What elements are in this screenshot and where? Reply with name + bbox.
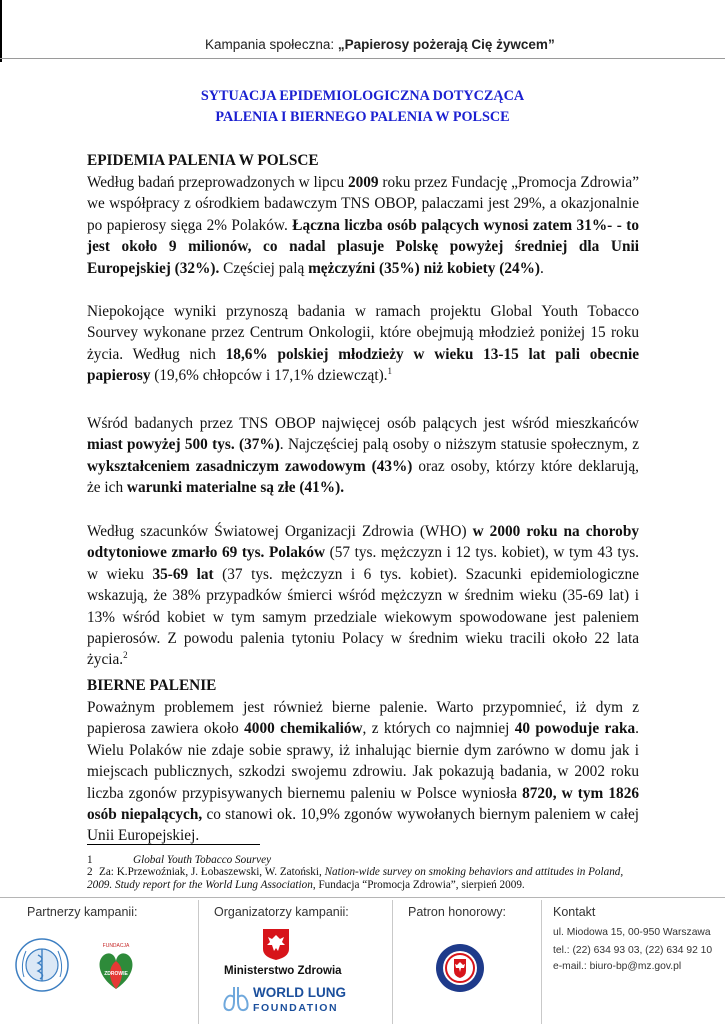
document-title-line2: PALENIA I BIERNEGO PALENIA W POLSCE — [215, 109, 510, 125]
paragraph-tns-obop: Wśród badanych przez TNS OBOP najwięcej osób palących jest wśród mieszkańców miast powyżej 500 tys. (37%). Najczęściej palą osoby o niższym statusie społecznym, z wykształceniem zasadniczym zawodowym (43%) oraz osoby, którzy które deklarują, że ich warunki materialne są złe (41%). — [87, 415, 639, 497]
footnote-divider — [87, 844, 260, 845]
svg-text:FUNDACJA: FUNDACJA — [102, 943, 130, 949]
partners-label: Partnerzy kampanii: — [27, 905, 138, 919]
footer-column-divider — [541, 900, 542, 1024]
campaign-footer — [0, 897, 725, 1024]
campaign-header — [205, 37, 555, 52]
lungs-icon — [222, 983, 250, 1013]
footer-column-divider — [392, 900, 393, 1024]
svg-text:ZDROWIE: ZDROWIE — [104, 971, 128, 977]
who-poland-logo — [14, 937, 70, 993]
footnote-2: 2 Za: K.Przewoźniak, J. Łobaszewski, W. Zatoński, Nation-wide survey on smoking behaviors and attitudes in Poland, 2009. Study report for the World Lung Association, Fundacja “Promocja Zdrowia”, sierpień 2009. — [87, 866, 624, 892]
paragraph-passive-smoking: Poważnym problemem jest również bierne palenie. Warto przypomnieć, iż dym z papierosa zawiera około 4000 chemikaliów, z których co najmniej 40 powoduje raka. Wielu Polaków nie zdaje sobie sprawy, iż inhalując biernie dym zarówno w domu jak i miejscach publicznych, szkodzi swojemu zdrowiu. Jak pokazują badania, w 2002 roku liczba zgonów przypisywanych biernemu paleniu w Polsce wyniosła 8720, w tym 1826 osób niepalących, co stanowi ok. 10,9% zgonów wywołanych biernym paleniem w całej Unii Europejskiej. — [87, 699, 639, 845]
patron-label: Patron honorowy: — [408, 905, 506, 919]
footnote-ref-2[interactable]: 2 — [123, 650, 128, 661]
paragraph-who-estimates: Według szacunków Światowej Organizacji Zdrowia (WHO) w 2000 roku na choroby odtytoniowe zmarło 69 tys. Polaków (57 tys. mężczyzn i 12 tys. kobiet), w tym 43 tys. w wieku 35-69 lat (37 tys. mężczyzn i 6 tys. kobiet). Szacunki epidemiologiczne wskazują, że 38% przypadków śmierci wśród mężczyzn w średnim wieku (35-69 lat) i 13% wśród kobiet w tym samym przedziale wiekowym spowodowane jest paleniem papierosów. Z powodu palenia tytoniu Polacy w średnim wieku tracili około 22 lata życia.$^2$ — [87, 523, 639, 669]
header-slogan: „Papierosy pożerają Cię żywcem” — [337, 37, 555, 52]
header-prefix: Kampania społeczna: — [205, 37, 338, 52]
paragraph-youth-survey: Niepokojące wyniki przynoszą badania w ramach projektu Global Youth Tobacco Sourvey wykonane przez Centrum Onkologii, które obejmują młodzież poniżej 15 roku życia. Według nich 18,6% polskiej młodzieży w wieku 13-15 lat pali obecnie papierosy (19,6% chłopców i 17,1% dziewcząt).$^1$ — [87, 303, 639, 385]
contact-email[interactable]: e-mail.: biuro-bp@mz.gov.pl — [553, 961, 682, 972]
contact-address: ul. Miodowa 15, 00-950 Warszawa — [553, 927, 711, 938]
contact-phone: tel.: (22) 634 93 03, (22) 634 92 10 — [553, 945, 713, 956]
footer-divider — [0, 897, 725, 898]
promocja-zdrowia-logo — [94, 939, 138, 995]
left-margin-rule — [0, 0, 2, 62]
paragraph-smoking-stats: Według badań przeprowadzonych w lipcu 2009 roku przez Fundację „Promocja Zdrowia” we współpracy z ośrodkiem badawczym TNS OBOP, palaczami jest 29%, a okazjonalnie po papierosy sięga 2% Polaków. Łączna liczba osób palących wynosi zatem 31%- - to jest około 9 milionów, co nadal plasuje Polskę powyżej średniej dla Unii Europejskiej (32%). Częściej palą mężczyźni (35%) niż kobiety (24%). — [87, 174, 639, 277]
wlf-line2: FOUNDATION — [253, 1002, 339, 1014]
chief-sanitary-inspectorate-seal — [435, 943, 485, 993]
section-heading-passive-smoking: BIERNE PALENIE — [87, 677, 217, 694]
footnote-ref-1[interactable]: 1 — [387, 366, 392, 377]
footnote-1: 1 Global Youth Tobacco Sourvey — [87, 854, 272, 866]
section-heading-epidemic: EPIDEMIA PALENIA W POLSCE — [87, 152, 319, 169]
ministry-of-health-label: Ministerstwo Zdrowia — [224, 965, 342, 977]
polish-eagle-emblem — [261, 927, 291, 961]
footer-column-divider — [198, 900, 199, 1024]
contact-label: Kontakt — [553, 905, 596, 919]
document-title-line1: SYTUACJA EPIDEMIOLOGICZNA DOTYCZĄCA — [200, 88, 525, 104]
header-divider — [0, 58, 725, 59]
organizers-label: Organizatorzy kampanii: — [214, 905, 349, 919]
wlf-line1: WORLD LUNG — [253, 985, 346, 1000]
